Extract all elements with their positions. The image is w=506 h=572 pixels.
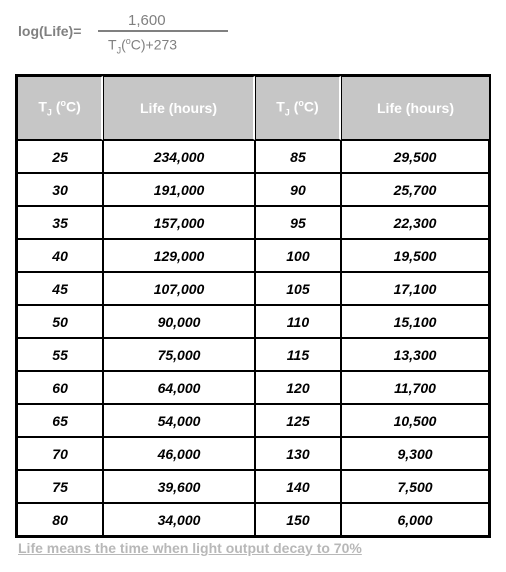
cell-life: 19,500 [341, 239, 489, 272]
cell-life: 54,000 [103, 404, 255, 437]
cell-tj: 90 [255, 173, 341, 206]
cell-tj: 75 [17, 470, 103, 503]
formula-fraction-bar [98, 30, 228, 32]
table-row [17, 470, 489, 503]
cell-life: 9,300 [341, 437, 489, 470]
cell-life: 129,000 [103, 239, 255, 272]
cell-tj: 150 [255, 503, 341, 536]
cell-life: 6,000 [341, 503, 489, 536]
cell-tj: 140 [255, 470, 341, 503]
cell-life: 39,600 [103, 470, 255, 503]
cell-life: 11,700 [341, 371, 489, 404]
header-life-2: Life (hours) [341, 76, 489, 140]
cell-tj: 50 [17, 305, 103, 338]
life-formula [18, 10, 248, 60]
life-table [15, 74, 491, 538]
table-row [17, 173, 489, 206]
cell-tj: 30 [17, 173, 103, 206]
table-row [17, 404, 489, 437]
cell-tj: 40 [17, 239, 103, 272]
cell-tj: 110 [255, 305, 341, 338]
cell-tj: 55 [17, 338, 103, 371]
header-life-1: Life (hours) [103, 76, 255, 140]
cell-life: 107,000 [103, 272, 255, 305]
cell-life: 10,500 [341, 404, 489, 437]
table-row [17, 338, 489, 371]
table-row [17, 140, 489, 173]
cell-tj: 60 [17, 371, 103, 404]
table-row [17, 272, 489, 305]
cell-life: 191,000 [103, 173, 255, 206]
cell-tj: 130 [255, 437, 341, 470]
cell-life: 75,000 [103, 338, 255, 371]
cell-tj: 65 [17, 404, 103, 437]
cell-tj: 70 [17, 437, 103, 470]
cell-life: 25,700 [341, 173, 489, 206]
table-header-row [17, 76, 489, 140]
table-row [17, 206, 489, 239]
cell-tj: 80 [17, 503, 103, 536]
cell-life: 46,000 [103, 437, 255, 470]
cell-life: 7,500 [341, 470, 489, 503]
cell-life: 157,000 [103, 206, 255, 239]
cell-tj: 35 [17, 206, 103, 239]
table-row [17, 371, 489, 404]
cell-tj: 95 [255, 206, 341, 239]
table-row [17, 305, 489, 338]
cell-life: 34,000 [103, 503, 255, 536]
cell-life: 13,300 [341, 338, 489, 371]
cell-life: 15,100 [341, 305, 489, 338]
cell-life: 22,300 [341, 206, 489, 239]
cell-life: 29,500 [341, 140, 489, 173]
footnote: Life means the time when light output decay to 70% [18, 540, 362, 556]
cell-tj: 85 [255, 140, 341, 173]
cell-tj: 120 [255, 371, 341, 404]
table-row [17, 437, 489, 470]
cell-life: 90,000 [103, 305, 255, 338]
cell-tj: 125 [255, 404, 341, 437]
header-tj-1: $T_J$ ($^o$C) [17, 76, 103, 140]
formula-lhs: log(Life)= [18, 23, 82, 39]
cell-tj: 100 [255, 239, 341, 272]
formula-numerator: 1,600 [128, 12, 166, 29]
cell-tj: 105 [255, 272, 341, 305]
cell-life: 64,000 [103, 371, 255, 404]
cell-life: 17,100 [341, 272, 489, 305]
table-row [17, 239, 489, 272]
formula-denominator: $T_J(^oC)+273$ [108, 36, 178, 56]
cell-tj: 25 [17, 140, 103, 173]
cell-tj: 115 [255, 338, 341, 371]
cell-life: 234,000 [103, 140, 255, 173]
cell-tj: 45 [17, 272, 103, 305]
table-row [17, 503, 489, 536]
header-tj-2: $T_J$ ($^o$C) [255, 76, 341, 140]
